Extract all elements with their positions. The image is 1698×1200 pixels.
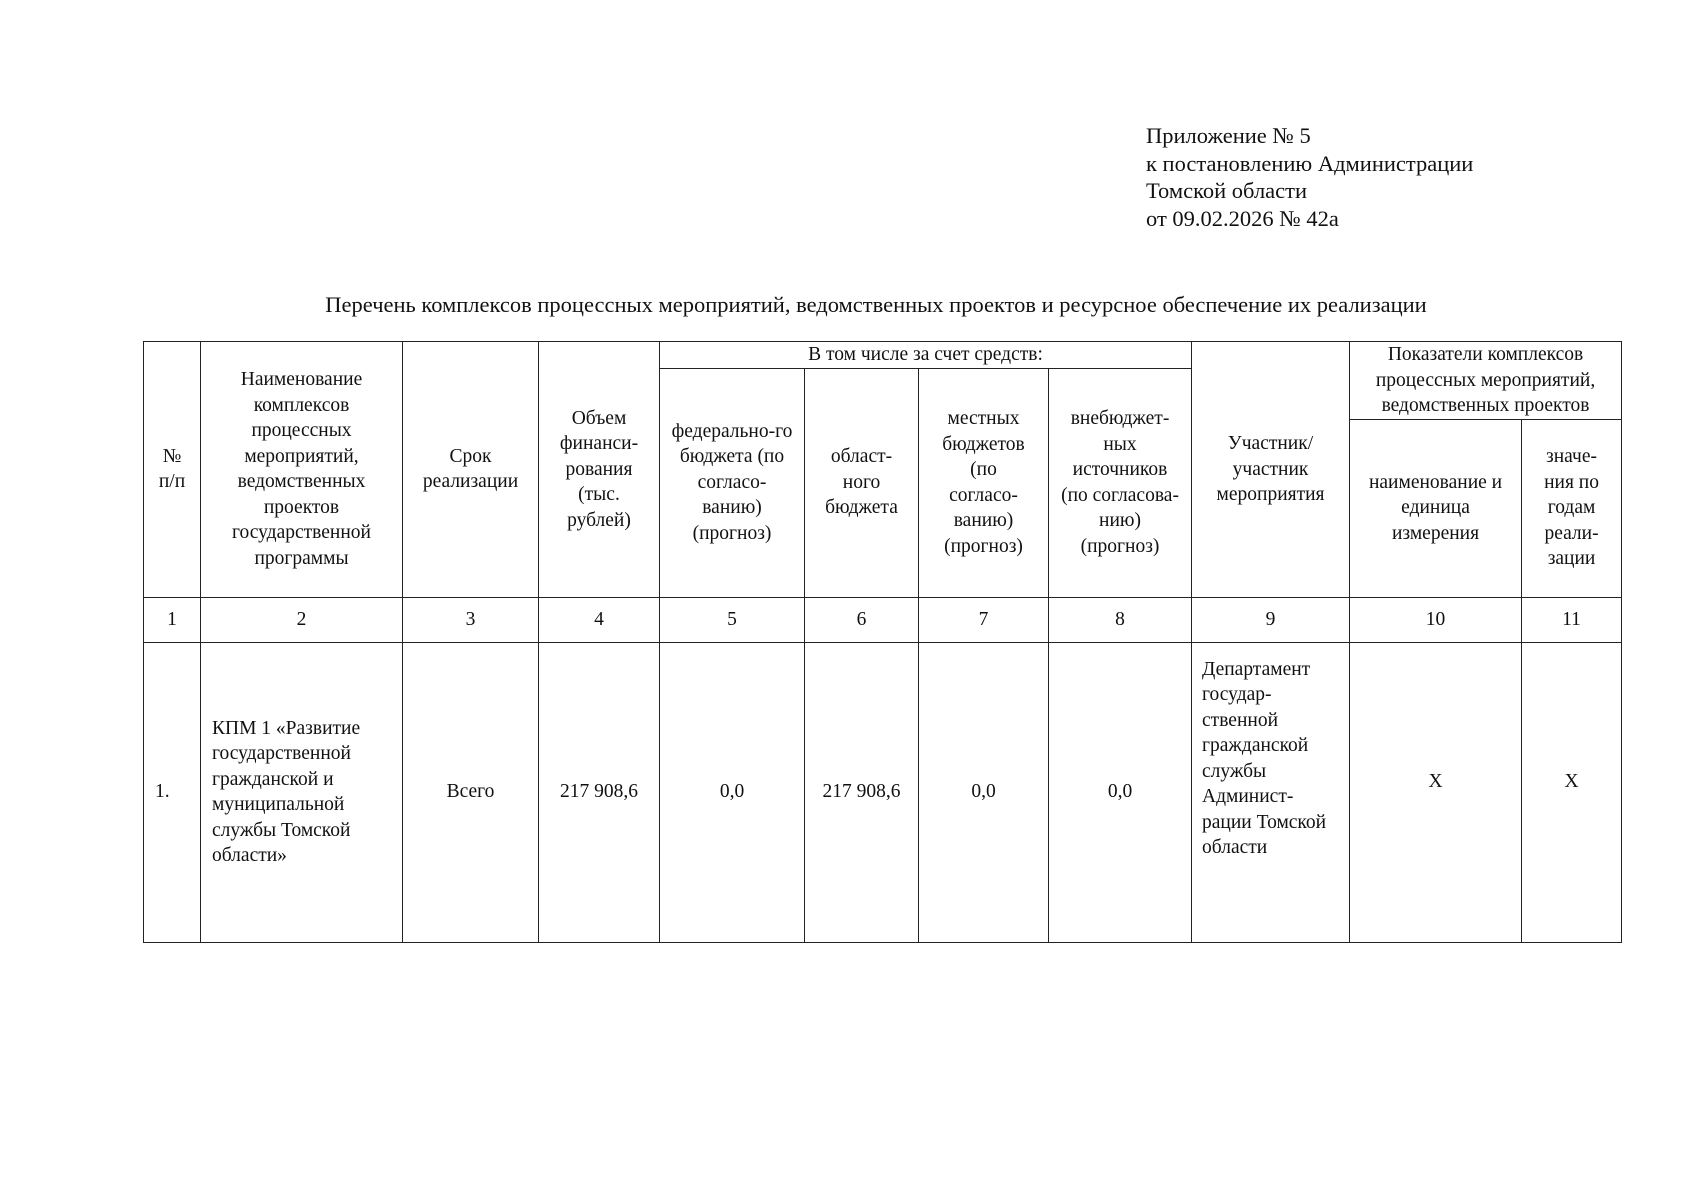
header-local	[919, 368, 1049, 597]
appendix-line-4: от 09.02.2026 № 42а	[1146, 205, 1339, 231]
document-title: Перечень комплексов процессных мероприятий, ведомственных проектов и ресурсное обеспечение их реализации	[325, 292, 1427, 317]
header-funds-group: В том числе за счет средств:	[660, 342, 1192, 369]
row-participant	[1192, 642, 1350, 942]
appendix-block	[1146, 122, 1473, 232]
table-row	[144, 642, 1622, 942]
column-number: 5	[660, 597, 805, 642]
header-local-text: местных бюджетов (по согласо-ванию) (прогноз)	[942, 408, 1025, 557]
row-indicator-values: Х	[1522, 642, 1622, 942]
column-number: 11	[1522, 597, 1622, 642]
column-number: 10	[1350, 597, 1522, 642]
header-term	[403, 342, 539, 598]
column-number: 1	[144, 597, 201, 642]
header-regional-text: област-ного бюджета	[825, 446, 898, 519]
header-term-text: Срок реализации	[422, 445, 519, 493]
header-indicator-name	[1350, 419, 1522, 597]
column-number: 3	[403, 597, 539, 642]
row-total: 217 908,6	[539, 642, 660, 942]
row-indicator-name: Х	[1350, 642, 1522, 942]
row-number: 1.	[144, 642, 201, 942]
appendix-line-1: Приложение № 5	[1146, 123, 1311, 148]
column-number: 7	[919, 597, 1049, 642]
header-indicators-group	[1350, 342, 1622, 420]
column-number: 6	[805, 597, 919, 642]
header-indicator-values	[1522, 419, 1622, 597]
appendix-line-2: к постановлению Администрации	[1146, 150, 1474, 176]
header-name	[201, 342, 403, 598]
header-num	[144, 342, 201, 598]
row-extrabudget: 0,0	[1049, 642, 1192, 942]
header-federal	[660, 368, 805, 597]
column-number: 8	[1049, 597, 1192, 642]
row-federal: 0,0	[660, 642, 805, 942]
header-extrabudget	[1049, 368, 1192, 597]
row-local: 0,0	[919, 642, 1049, 942]
column-number: 4	[539, 597, 660, 642]
header-row-1	[144, 342, 1622, 369]
header-federal-text: федерально-го бюджета (по согласо-ванию) (прогноз)	[671, 420, 793, 544]
header-total-text: Объем финанси-рования (тыс. рублей)	[559, 407, 639, 531]
header-name-text: Наименование комплексов процессных мероприятий, ведомственных проектов государственной программы	[232, 369, 371, 569]
column-number-row	[144, 597, 1622, 642]
row-participant-text: Департамент государ-ственной гражданской службы Админист-рации Томской области	[1202, 658, 1327, 858]
row-name	[201, 642, 403, 942]
header-participant	[1192, 342, 1350, 598]
header-regional	[805, 368, 919, 597]
row-name-text: КПМ 1 «Развитие государственной гражданской и муниципальной службы Томской области»	[212, 717, 361, 866]
header-indicator-values-text: значе-ния по годам реали-зации	[1544, 446, 1599, 570]
header-extrabudget-text: внебюджет-ных источников (по согласова-нию) (прогноз)	[1061, 408, 1179, 557]
row-regional: 217 908,6	[805, 642, 919, 942]
header-indicators-text: Показатели комплексов процессных мероприятий, ведомственных проектов	[1375, 344, 1596, 416]
resource-table	[143, 341, 1622, 943]
row-term: Всего	[403, 642, 539, 942]
column-number: 9	[1192, 597, 1350, 642]
header-total	[539, 342, 660, 598]
header-participant-text: Участник/ участник мероприятия	[1216, 433, 1325, 505]
column-number: 2	[201, 597, 403, 642]
appendix-line-3: Томской области	[1146, 178, 1308, 203]
header-indicator-name-text: наименование и единица измерения	[1368, 471, 1503, 544]
header-num-text: № п/п	[158, 445, 186, 493]
